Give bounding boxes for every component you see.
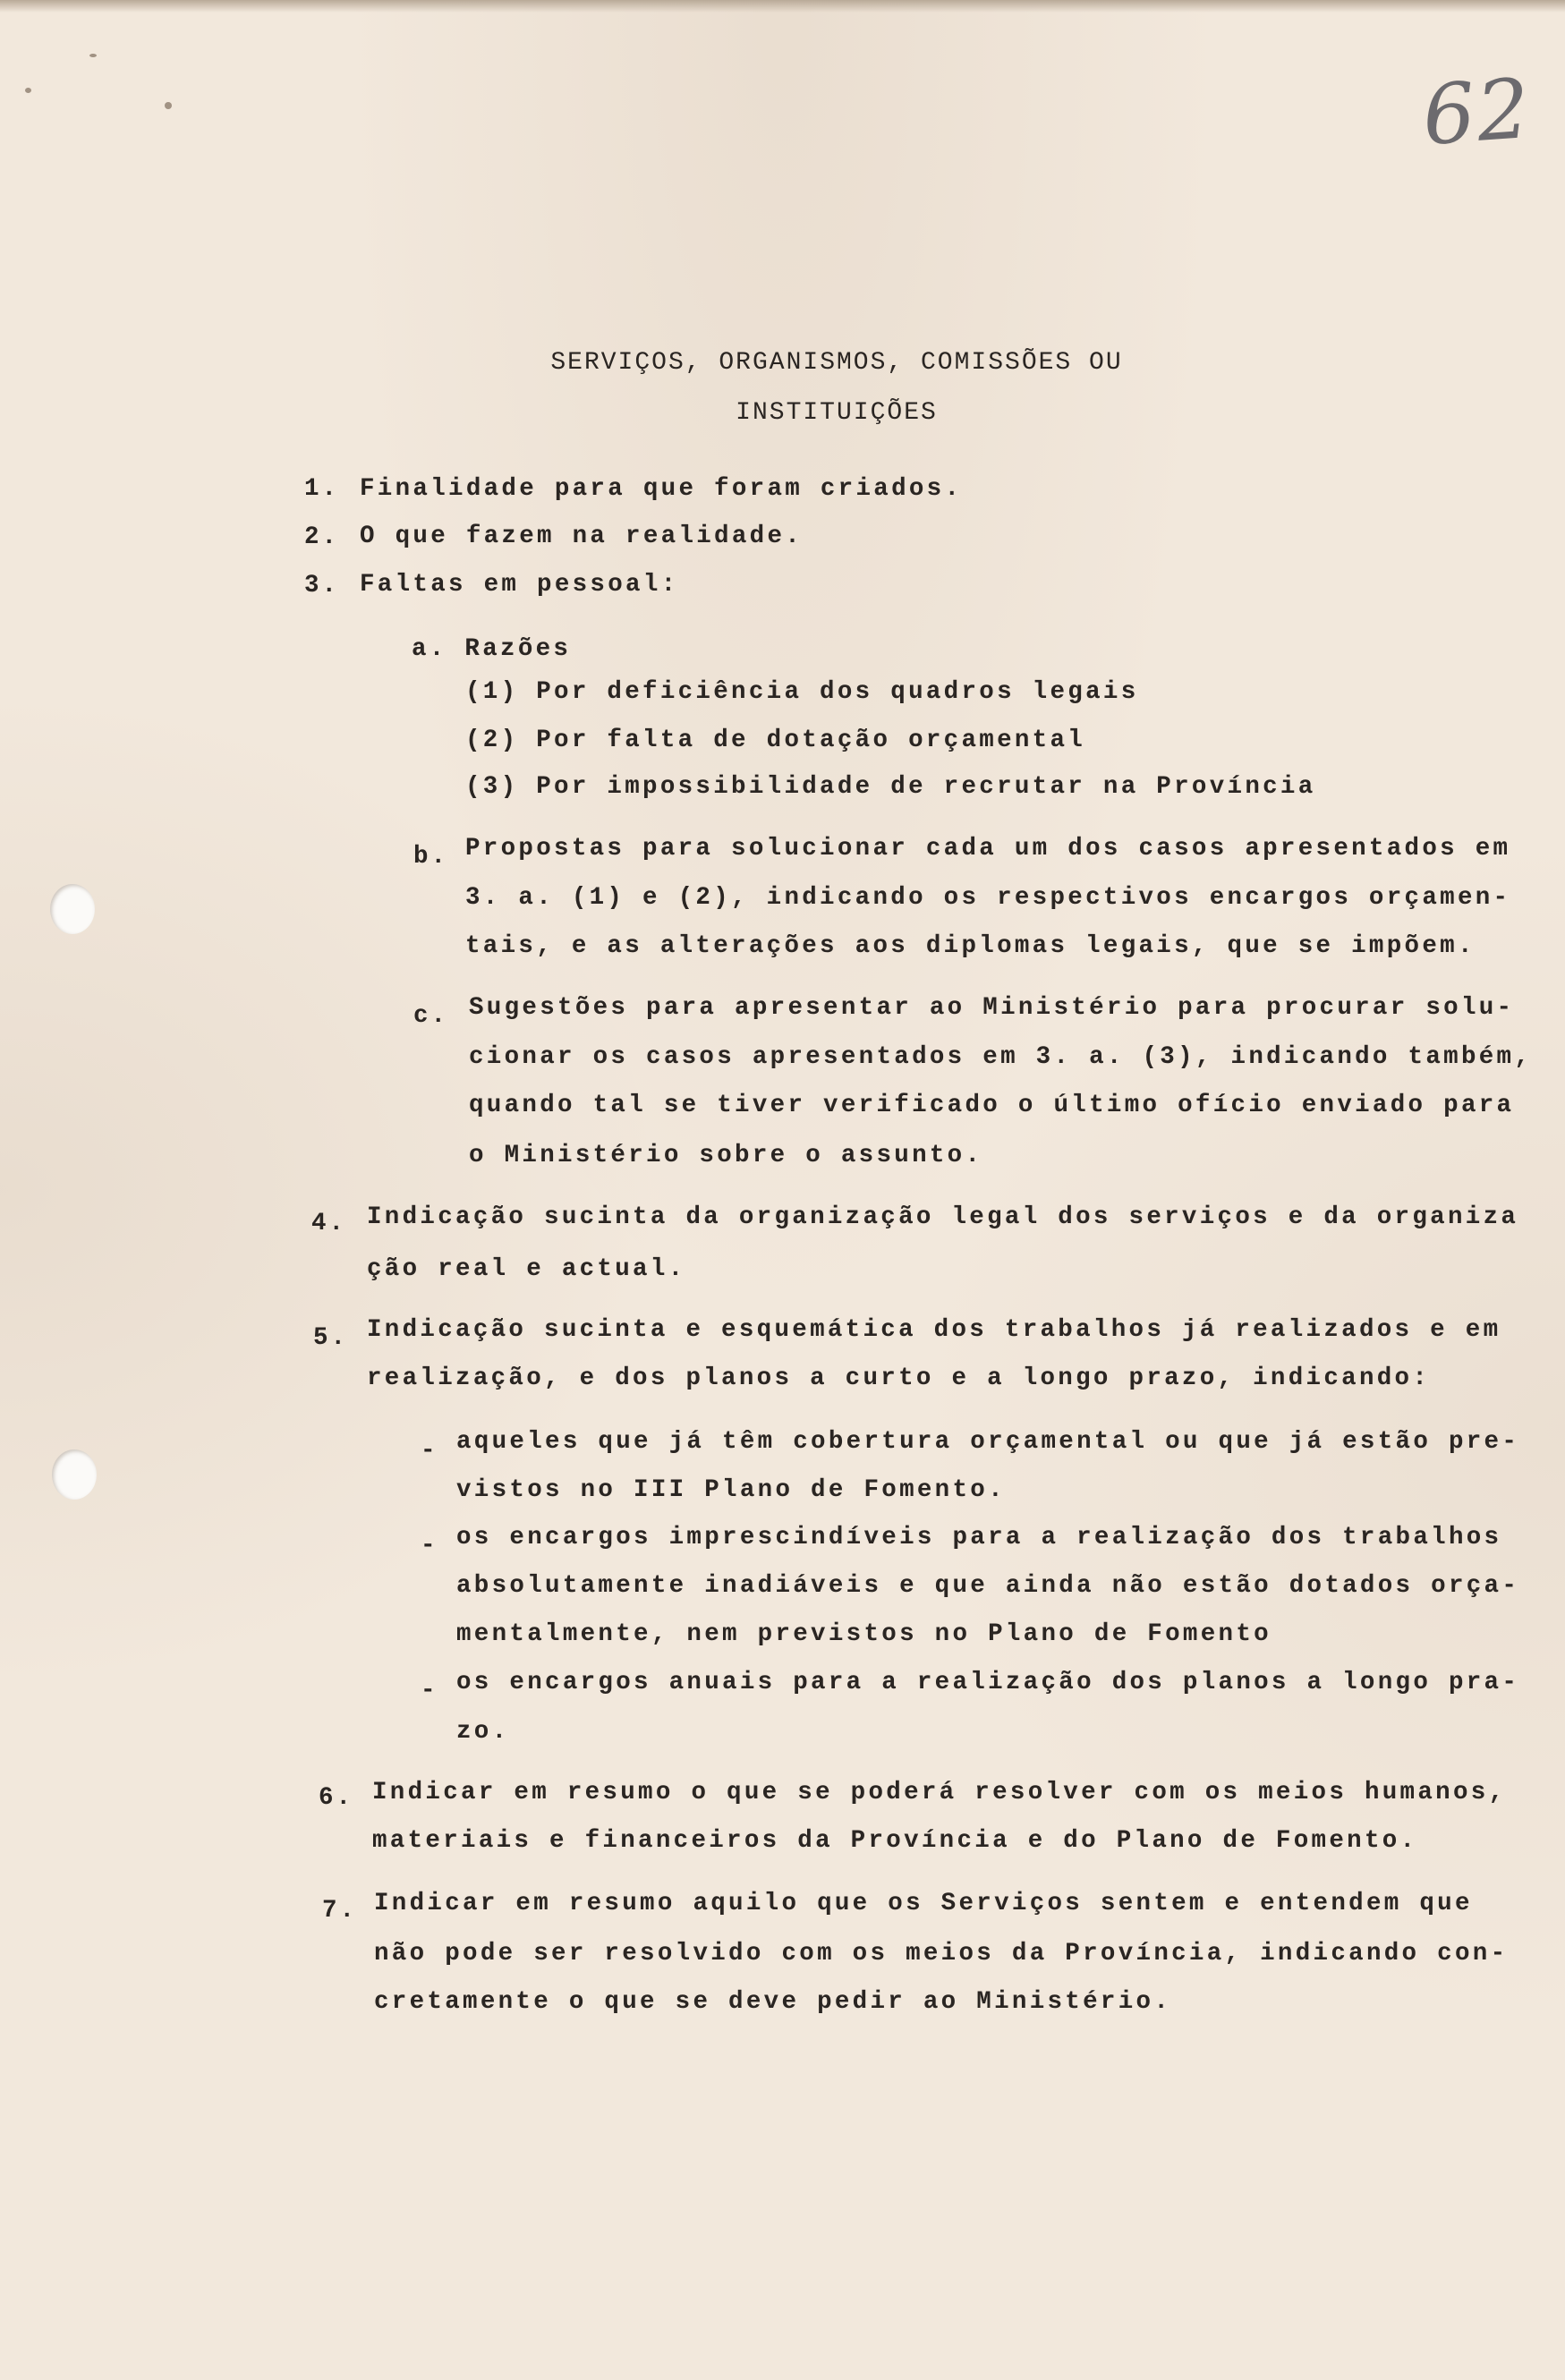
document-title	[532, 338, 1141, 438]
item-7-line-3: cretamente o que se deve pedir ao Ministério.	[374, 1988, 1172, 2016]
title-line-1: SERVIÇOS, ORGANISMOS, COMISSÕES OU	[550, 349, 1123, 377]
item-5-number: 5.	[313, 1324, 349, 1352]
item-3b-line-2: 3. a. (1) e (2), indicando os respectivos encargos orçamen-	[465, 884, 1511, 912]
item-3c-line-4: o Ministério sobre o assunto.	[469, 1142, 983, 1169]
item-3-text: Faltas em pessoal:	[360, 571, 679, 599]
item-3a-sub-2: (2) Por falta de dotação orçamental	[465, 727, 1086, 754]
title-line-2: INSTITUIÇÕES	[736, 399, 938, 427]
item-3a-sub-3: (3) Por impossibilidade de recrutar na Província	[465, 773, 1316, 801]
item-4-line-1: Indicação sucinta da organização legal dos serviços e da organiza	[367, 1203, 1519, 1231]
item-4-number: 4.	[311, 1210, 347, 1237]
item-3b-line-1: Propostas para solucionar cada um dos casos apresentados em	[465, 835, 1511, 863]
item-4-line-2: ção real e actual.	[367, 1255, 686, 1283]
paper-speck	[165, 102, 172, 109]
item-3c-line-3: quando tal se tiver verificado o último ofício enviado para	[469, 1092, 1515, 1119]
item-2-number: 2.	[304, 523, 340, 551]
punch-hole	[50, 884, 95, 934]
bullet-2-line-2: absolutamente inadiáveis e que ainda não estão dotados orça-	[456, 1572, 1520, 1600]
item-3b-line-3: tais, e as alterações aos diplomas legais, que se impõem.	[465, 932, 1476, 960]
item-5-line-1: Indicação sucinta e esquemática dos trabalhos já realizados e em	[367, 1316, 1501, 1344]
item-5-line-2: realização, e dos planos a curto e a longo prazo, indicando:	[367, 1364, 1431, 1392]
bullet-1-line-1: aqueles que já têm cobertura orçamental ou que já estão pre-	[456, 1428, 1520, 1456]
bullet-2-line-1: os encargos imprescindíveis para a realização dos trabalhos	[456, 1524, 1502, 1551]
item-3-number: 3.	[304, 572, 340, 599]
item-6-line-2: materiais e financeiros da Província e do Plano de Fomento.	[372, 1827, 1418, 1855]
item-3c-number: c.	[413, 1002, 449, 1030]
bullet-dash: -	[421, 1437, 438, 1465]
paper-speck	[25, 88, 31, 93]
bullet-3-line-2: zo.	[456, 1718, 510, 1746]
bullet-dash: -	[421, 1677, 438, 1704]
item-3a-label: a. Razões	[412, 635, 572, 663]
item-2-text: O que fazem na realidade.	[360, 523, 804, 550]
handwritten-page-number: 62	[1419, 60, 1535, 165]
paper-top-edge	[0, 0, 1565, 13]
bullet-2-line-3: mentalmente, nem previstos no Plano de Fomento	[456, 1620, 1272, 1648]
item-7-line-1: Indicar em resumo aquilo que os Serviços sentem e entendem que	[374, 1890, 1473, 1917]
punch-hole	[52, 1449, 97, 1500]
item-3a-sub-1: (1) Por deficiência dos quadros legais	[465, 678, 1139, 706]
item-3c-line-2: cionar os casos apresentados em 3. a. (3), indicando também,	[469, 1043, 1533, 1071]
bullet-1-line-2: vistos no III Plano de Fomento.	[456, 1476, 1006, 1504]
item-1-text: Finalidade para que foram criados.	[360, 475, 963, 503]
bullet-dash: -	[421, 1532, 438, 1560]
item-7-line-2: não pode ser resolvido com os meios da Província, indicando con-	[374, 1940, 1509, 1968]
item-6-line-1: Indicar em resumo o que se poderá resolver com os meios humanos,	[372, 1779, 1507, 1806]
item-3c-line-1: Sugestões para apresentar ao Ministério para procurar solu-	[469, 994, 1515, 1022]
item-1-number: 1.	[304, 475, 340, 503]
item-3b-number: b.	[413, 843, 449, 871]
paper-speck	[89, 54, 97, 57]
item-7-number: 7.	[322, 1897, 358, 1925]
bullet-3-line-1: os encargos anuais para a realização dos planos a longo pra-	[456, 1669, 1520, 1696]
item-6-number: 6.	[319, 1784, 354, 1812]
